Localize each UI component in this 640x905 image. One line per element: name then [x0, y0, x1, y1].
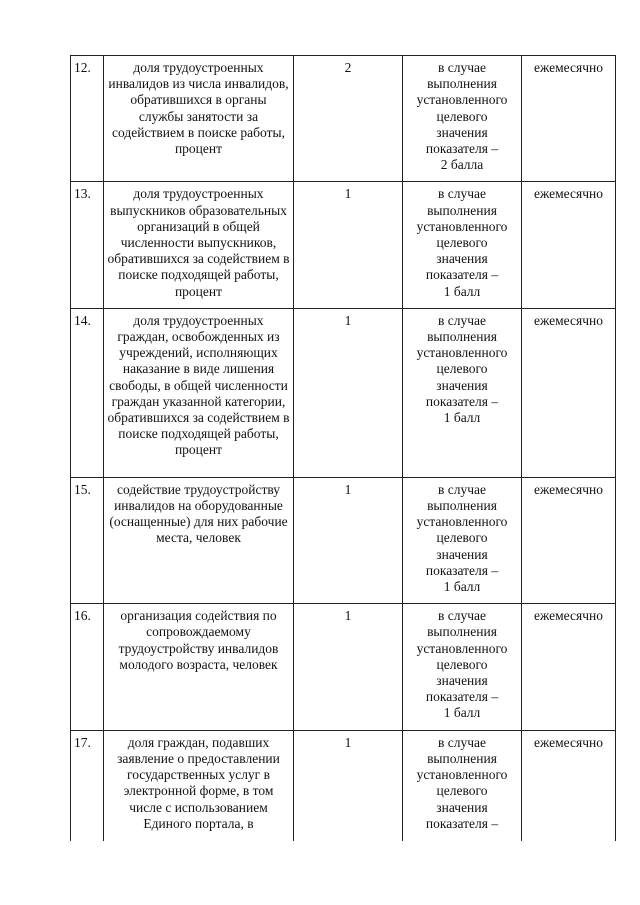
condition-line: в случае [437, 481, 486, 497]
condition-line: показателя – [425, 267, 499, 283]
table-row [71, 730, 616, 841]
condition-line: целевого [436, 108, 488, 124]
condition-line: 1 балл [443, 579, 481, 595]
table-row [71, 182, 616, 308]
condition-text [403, 308, 522, 477]
score-value: 1 [294, 477, 403, 603]
condition-line: 1 балл [443, 283, 481, 299]
condition-line: в случае [437, 312, 486, 328]
condition-line: значения [436, 251, 488, 267]
condition-line: установленного [416, 514, 508, 530]
score-value: 1 [294, 182, 403, 308]
row-number: 17. [71, 730, 104, 841]
row-number: 13. [71, 182, 104, 308]
condition-line: значения [436, 546, 488, 562]
condition-line: в случае [437, 60, 486, 75]
condition-line: целевого [436, 530, 488, 546]
periodicity-text: ежемесячно [522, 477, 616, 603]
condition-line: показателя – [425, 562, 499, 578]
condition-line: выполнения [427, 498, 497, 514]
condition-text [403, 730, 522, 841]
row-number: 16. [71, 604, 104, 730]
condition-text [403, 182, 522, 308]
condition-line: целевого [436, 361, 488, 377]
condition-line: установленного [416, 767, 508, 783]
condition-line: в случае [437, 186, 486, 202]
periodicity-text: ежемесячно [522, 604, 616, 730]
condition-line: целевого [436, 235, 488, 251]
condition-line: установленного [416, 218, 508, 234]
table-row [71, 477, 616, 603]
condition-line: значения [436, 124, 488, 140]
periodicity-text: ежемесячно [522, 56, 616, 182]
condition-line: целевого [436, 783, 488, 799]
row-number: 14. [71, 308, 104, 477]
condition-line: в случае [437, 608, 486, 624]
indicator-text: организация содействия по сопровождаемому трудоустройству инвалидов молодого возраста, человек [104, 604, 294, 730]
table-row [71, 56, 616, 182]
condition-text [403, 56, 522, 182]
condition-line: выполнения [427, 76, 497, 92]
condition-text [403, 477, 522, 603]
condition-line: значения [436, 799, 488, 815]
score-value: 1 [294, 730, 403, 841]
condition-line: выполнения [427, 329, 497, 345]
score-value: 1 [294, 604, 403, 730]
condition-line: 2 балла [440, 157, 484, 173]
condition-line: выполнения [427, 750, 497, 766]
table-row [71, 604, 616, 730]
row-number: 12. [71, 56, 104, 182]
condition-line: показателя – [425, 689, 499, 705]
table-row [71, 308, 616, 477]
indicator-text: доля трудоустроенных граждан, освобожденных из учреждений, исполняющих наказание в виде лишения свободы, в общей численности граждан указанной категории, обратившихся за содействием в поиске подходящей работы, процент [104, 308, 294, 477]
indicator-text: доля трудоустроенных инвалидов из числа инвалидов, обратившихся в органы службы занятости за содействием в поиске работы, процент [104, 56, 294, 182]
condition-line: значения [436, 377, 488, 393]
row-number: 15. [71, 477, 104, 603]
condition-line: установленного [416, 345, 508, 361]
condition-line: в случае [437, 734, 486, 750]
condition-text [403, 604, 522, 730]
condition-line: показателя – [425, 393, 499, 409]
periodicity-text: ежемесячно [522, 182, 616, 308]
indicator-text: доля трудоустроенных выпускников образовательных организаций в общей численности выпускников, обратившихся за содействием в поиске подходящей работы, процент [104, 182, 294, 308]
score-value: 1 [294, 308, 403, 477]
periodicity-text: ежемесячно [522, 308, 616, 477]
condition-line: выполнения [427, 624, 497, 640]
condition-line: 1 балл [443, 410, 481, 426]
condition-line: выполнения [427, 202, 497, 218]
condition-line: установленного [416, 92, 508, 108]
indicator-text: содействие трудоустройству инвалидов на оборудованные (оснащенные) для них рабочие места, человек [104, 477, 294, 603]
condition-line: значения [436, 673, 488, 689]
condition-line: установленного [416, 640, 508, 656]
condition-line: целевого [436, 656, 488, 672]
indicator-text: доля граждан, подавших заявление о предоставлении государственных услуг в электронной форме, в том числе с использованием Единого портала, в [104, 730, 294, 841]
condition-line: показателя – [425, 815, 499, 831]
score-value: 2 [294, 56, 403, 182]
indicators-table [70, 55, 616, 841]
condition-line: показателя – [425, 141, 499, 157]
condition-line: 1 балл [443, 705, 481, 721]
periodicity-text: ежемесячно [522, 730, 616, 841]
